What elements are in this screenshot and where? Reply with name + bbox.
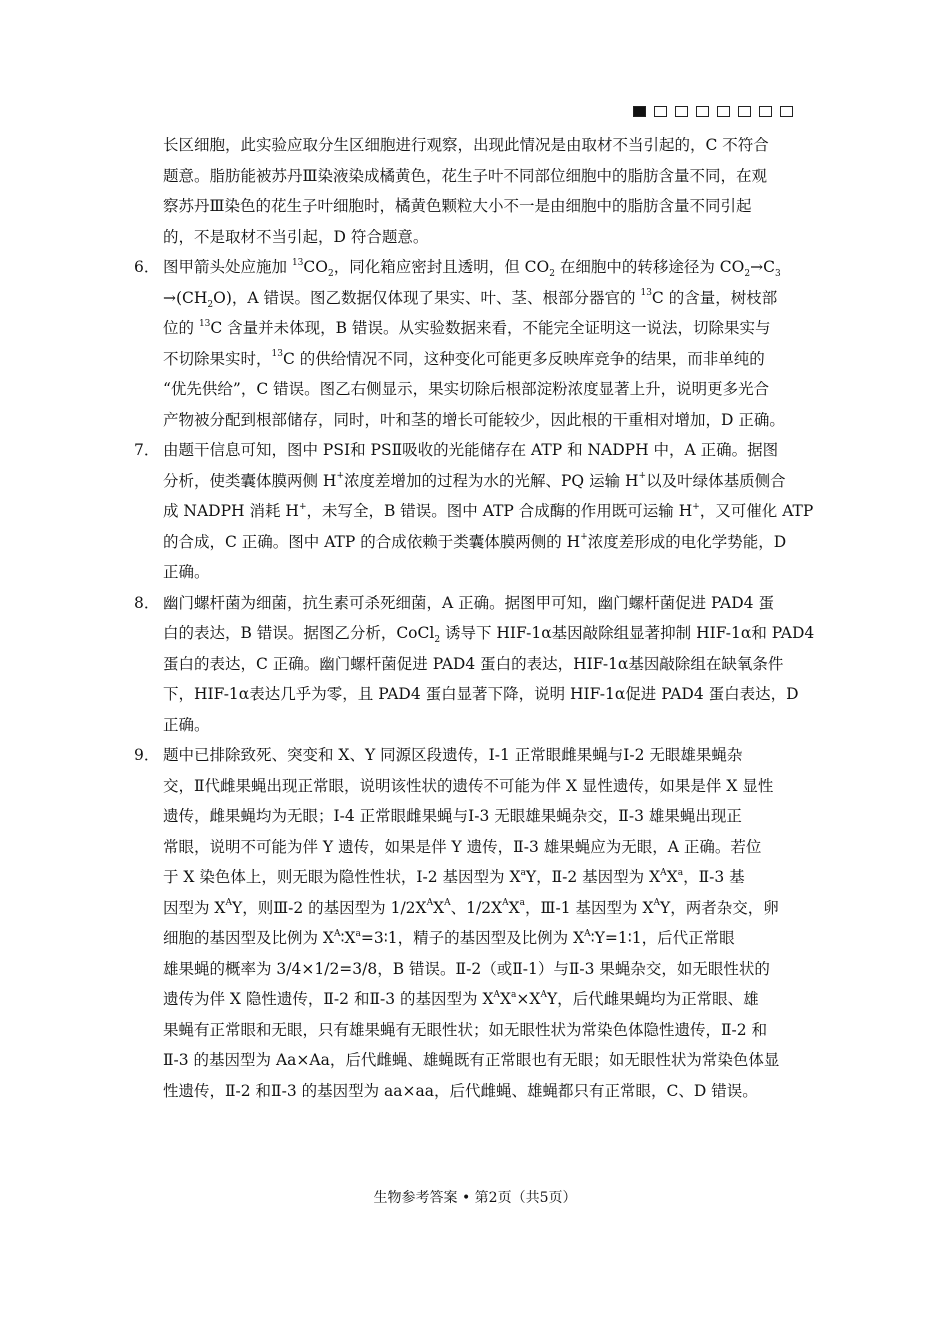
page-marker-empty [717, 106, 730, 117]
page-marker-empty [654, 106, 667, 117]
q5-line: 的，不是取材不当引起，D 符合题意。 [163, 227, 429, 246]
q6-line: “优先供给”，C 错误。图乙右侧显示，果实切除后根部淀粉浓度显著上升，说明更多光合 [163, 380, 770, 398]
q6-line: 不切除果实时，$^{13}$C 的供给情况不同，这种变化可能更多反映库竞争的结果，而非单纯的 [163, 349, 765, 368]
q9-line: 果蝇有正常眼和无眼，只有雄果蝇有无眼性状；如无眼性状为常染色体隐性遗传，Ⅱ-2 和 [163, 1020, 768, 1039]
q6-line: 6． 图甲箭头处应施加 $^{13}CO_2$，同化箱应密封且透明，但 $CO_2$ 在细胞中的转移途径为 $CO_2\to C_3$ [134, 252, 818, 283]
page-marker-filled [633, 106, 646, 117]
q9-line: Ⅱ-3 的基因型为 Aa×Aa，后代雌蝇、雄蝇既有正常眼也有无眼；如无眼性状为常染色体显 [163, 1051, 780, 1069]
q7-line: 7． 由题干信息可知，图中 PSⅠ和 PSⅡ吸收的光能储存在 ATP 和 NADPH 中，A 正确。据图 [134, 435, 818, 466]
q8-line: 下，HIF-1α表达几乎为零，且 PAD4 蛋白显著下降，说明 HIF-1α促进 PAD4 蛋白表达，D [163, 685, 799, 703]
page-marker-empty [675, 106, 688, 117]
q6-number: 6． [134, 258, 160, 276]
q7-number: 7． [134, 441, 160, 459]
q9-line: 性遗传，Ⅱ-2 和Ⅱ-3 的基因型为 aa×aa，后代雌蝇、雄蝇都只有正常眼，C、D 错误。 [163, 1081, 758, 1100]
q9-line: 9． 题中已排除致死、突变和 X、Y 同源区段遗传，Ⅰ-1 正常眼雌果蝇与Ⅰ-2 无眼雄果蝇杂 [134, 740, 818, 771]
q9-number: 9． [134, 746, 160, 764]
q7-line: 成 NADPH 消耗 H+，未写全，B 错误。图中 ATP 合成酶的作用既可运输 H+，又可催化 ATP [163, 501, 814, 520]
q6-line: 产物被分配到根部储存，同时，叶和茎的增长可能较少，因此根的干重相对增加，D 正确。 [163, 410, 785, 429]
page-position-markers [633, 106, 793, 117]
q5-line: 长区细胞，此实验应取分生区细胞进行观察，出现此情况是由取材不当引起的，C 不符合 [163, 136, 769, 154]
q8-line: 正确。 [163, 715, 210, 734]
q5-line: 题意。脂肪能被苏丹Ⅲ染液染成橘黄色，花生子叶不同部位细胞中的脂肪含量不同，在观 [163, 166, 767, 185]
q7-line: 分析，使类囊体膜两侧 H+浓度差增加的过程为水的光解、PQ 运输 H+以及叶绿体基质侧合 [163, 471, 786, 490]
page-footer: 生物参考答案 • 第2页（共5页） [373, 1190, 577, 1206]
q6-line: $\to(CH_2O)$，A 错误。图乙数据仅体现了果实、叶、茎、根部分器官的 $^{13}$C 的含量，树枝部 [163, 288, 778, 310]
q6-line: 位的 $^{13}$C 含量并未体现，B 错误。从实验数据来看，不能完全证明这一说法，切除果实与 [163, 318, 771, 337]
q8-number: 8． [134, 593, 160, 612]
page-marker-empty [696, 106, 709, 117]
q5-line: 察苏丹Ⅲ染色的花生子叶细胞时，橘黄色颗粒大小不一是由细胞中的脂肪含量不同引起 [163, 197, 752, 215]
q9-line: 雄果蝇的概率为 3/4×1/2=3/8，B 错误。Ⅱ-2（或Ⅱ-1）与Ⅱ-3 果蝇杂交，如无眼性状的 [163, 959, 770, 978]
q8-line: 白的表达，B 错误。据图乙分析，CoCl$_2$ 诱导下 HIF-1α基因敲除组显著抑制 HIF-1α和 PAD4 [163, 624, 815, 646]
q9-line: 细胞的基因型及比例为 $X^A∶X^a=3∶1$，精子的基因型及比例为 $X^A∶Y=1∶1$，后代正常眼 [163, 928, 735, 947]
page-marker-empty [738, 106, 751, 117]
q7-line: 正确。 [163, 563, 210, 581]
q9-line: 因型为 $X^AY$，则Ⅲ-2 的基因型为 $1/2X^AX^A$、$1/2X^AX^a$，Ⅲ-1 基因型为 $X^AY$，两者杂交，卵 [163, 898, 779, 917]
q9-line: 遗传，雌果蝇均为无眼；Ⅰ-4 正常眼雌果蝇与Ⅰ-3 无眼雄果蝇杂交，Ⅱ-3 雄果蝇出现正 [163, 807, 742, 825]
q8-line: 蛋白的表达，C 正确。幽门螺杆菌促进 PAD4 蛋白的表达，HIF-1α基因敲除组在缺氧条件 [163, 654, 784, 673]
page-marker-empty [780, 106, 793, 117]
q9-line: 交，Ⅱ代雌果蝇出现正常眼，说明该性状的遗传不可能为伴 X 显性遗传，如果是伴 X 显性 [163, 776, 774, 795]
q9-line: 于 X 染色体上，则无眼为隐性性状，Ⅰ-2 基因型为 $X^aY$，Ⅱ-2 基因型为 $X^AX^a$，Ⅱ-3 基 [163, 867, 745, 886]
q9-line: 遗传为伴 X 隐性遗传，Ⅱ-2 和Ⅱ-3 的基因型为 $X^AX^a\times X^AY$，后代雌果蝇均为正常眼、雄 [163, 989, 759, 1008]
answer-content [134, 130, 818, 1106]
q9-line: 常眼，说明不可能为伴 Y 遗传，如果是伴 Y 遗传，Ⅱ-3 雄果蝇应为无眼，A 正确。若位 [163, 837, 762, 856]
q8-line: 8． 幽门螺杆菌为细菌，抗生素可杀死细菌，A 正确。据图甲可知，幽门螺杆菌促进 PAD4 蛋 [134, 588, 818, 619]
q7-line: 的合成，C 正确。图中 ATP 的合成依赖于类囊体膜两侧的 H+浓度差形成的电化学势能，D [163, 532, 787, 551]
page-marker-empty [759, 106, 772, 117]
